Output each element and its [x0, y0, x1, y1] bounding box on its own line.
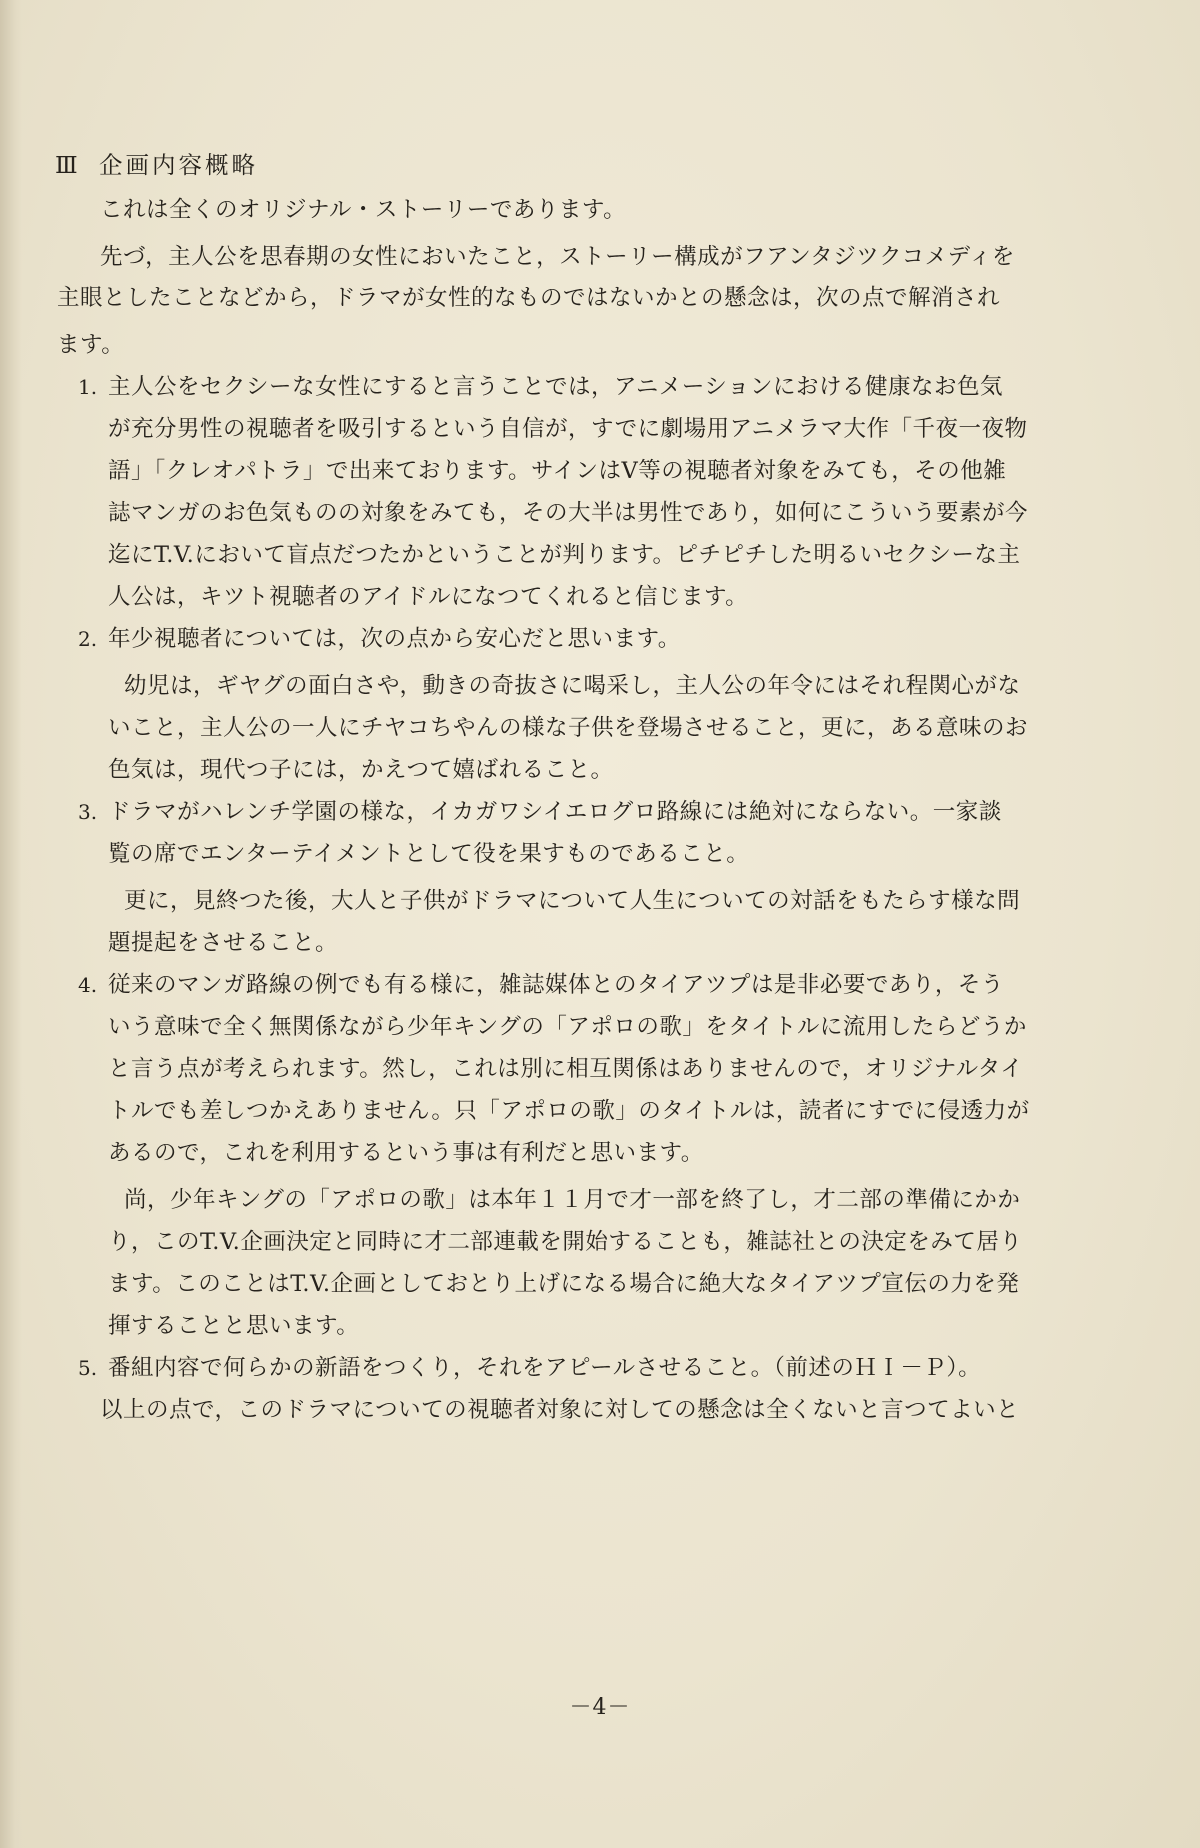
item-1-line-2: が充分男性の視聴者を吸引するという自信が，すでに劇場用アニメラマ大作「千夜一夜物: [108, 416, 1028, 442]
item-number: 2.: [78, 627, 98, 651]
closing-line: 以上の点で，このドラマについての視聴者対象に対しての懸念は全くないと言つてよいと: [100, 1397, 1020, 1423]
item-3-line-2: 覧の席でエンターテイメントとして役を果すものであること。: [108, 841, 750, 867]
list-item-5: [78, 1353, 981, 1383]
item-4-line-9: 揮することと思います。: [108, 1313, 360, 1339]
list-item-1: [78, 372, 1003, 402]
item-1-line-5: 迄にT.V.において盲点だつたかということが判ります。ピチピチした明るいセクシーな主: [108, 542, 1021, 568]
item-4-line-5: あるので，これを利用するという事は有利だと思います。: [108, 1140, 704, 1166]
list-item-3: [78, 797, 1002, 827]
item-line: 従来のマンガ路線の例でも有る様に，雑誌媒体とのタイアツプは是非必要であり，そう: [108, 972, 1004, 998]
item-4-line-6: 尚，少年キングの「アポロの歌」は本年１１月で才一部を終了し，才二部の準備にかか: [124, 1187, 1021, 1213]
section-heading: [55, 150, 258, 180]
item-4-line-2: いう意味で全く無関係ながら少年キングの「アポロの歌」をタイトルに流用したらどうか: [108, 1014, 1027, 1040]
intro-line-2: 先づ，主人公を思春期の女性においたこと，ストーリー構成がフアンタジツクコメディを: [100, 244, 1015, 270]
page-number: －4－: [569, 1695, 631, 1720]
item-4-line-3: と言う点が考えられます。然し，これは別に相互関係はありませんので，オリジナルタイ: [108, 1056, 1024, 1082]
item-line: 年少視聴者については，次の点から安心だと思います。: [108, 626, 681, 652]
item-4-line-7: り，このT.V.企画決定と同時に才二部連載を開始することも，雑誌社との決定をみて居り: [108, 1229, 1023, 1255]
item-4-line-8: ます。このことはT.V.企画としておとり上げになる場合に絶大なタイアツプ宣伝の力を発: [108, 1271, 1020, 1297]
item-number: 5.: [78, 1356, 98, 1380]
item-4-line-4: トルでも差しつかえありません。只「アポロの歌」のタイトルは，読者にすでに侵透力が: [108, 1098, 1030, 1124]
item-number: 1.: [78, 375, 98, 399]
list-item-4: [78, 970, 1004, 1000]
section-title: 企画内容概略: [99, 151, 258, 179]
item-2-line-2: 幼児は，ギヤグの面白さや，動きの奇抜さに喝采し，主人公の年令にはそれ程関心がな: [124, 673, 1021, 699]
item-2-line-3: いこと，主人公の一人にチヤコちやんの様な子供を登場させること，更に，ある意味のお: [108, 715, 1029, 741]
item-1-line-4: 誌マンガのお色気ものの対象をみても，その大半は男性であり，如何にこういう要素が今: [108, 500, 1029, 526]
item-line: 番組内容で何らかの新語をつくり，それをアピールさせること。（前述のＨＩ－Ｐ）。: [108, 1355, 982, 1381]
item-number: 4.: [78, 973, 98, 997]
item-1-line-3: 語」「クレオパトラ」で出来ております。サインはV等の視聴者対象をみても，その他雑: [108, 458, 1007, 484]
list-item-2: [78, 624, 681, 654]
intro-line-3: 主眼としたことなどから，ドラマが女性的なものではないかとの懸念は，次の点で解消され: [57, 285, 1001, 311]
item-3-line-3: 更に，見終つた後，大人と子供がドラマについて人生についての対話をもたらす様な問: [124, 888, 1021, 914]
item-line: 主人公をセクシーな女性にすると言うことでは，アニメーションにおける健康なお色気: [108, 374, 1003, 400]
intro-line-4: ます。: [57, 332, 125, 358]
item-line: ドラマがハレンチ学園の様な，イカガワシイエログロ路線には絶対にならない。一家談: [108, 799, 1002, 825]
binding-edge: [0, 0, 22, 1848]
item-number: 3.: [78, 800, 98, 824]
intro-line-1: これは全くのオリジナル・ストーリーであります。: [100, 197, 627, 223]
item-2-line-4: 色気は，現代つ子には，かえつて嬉ばれること。: [108, 757, 614, 783]
section-number: Ⅲ: [55, 151, 78, 179]
item-3-line-4: 題提起をさせること。: [108, 930, 339, 956]
item-1-line-6: 人公は，キツト視聴者のアイドルになつてくれると信じます。: [108, 584, 749, 610]
